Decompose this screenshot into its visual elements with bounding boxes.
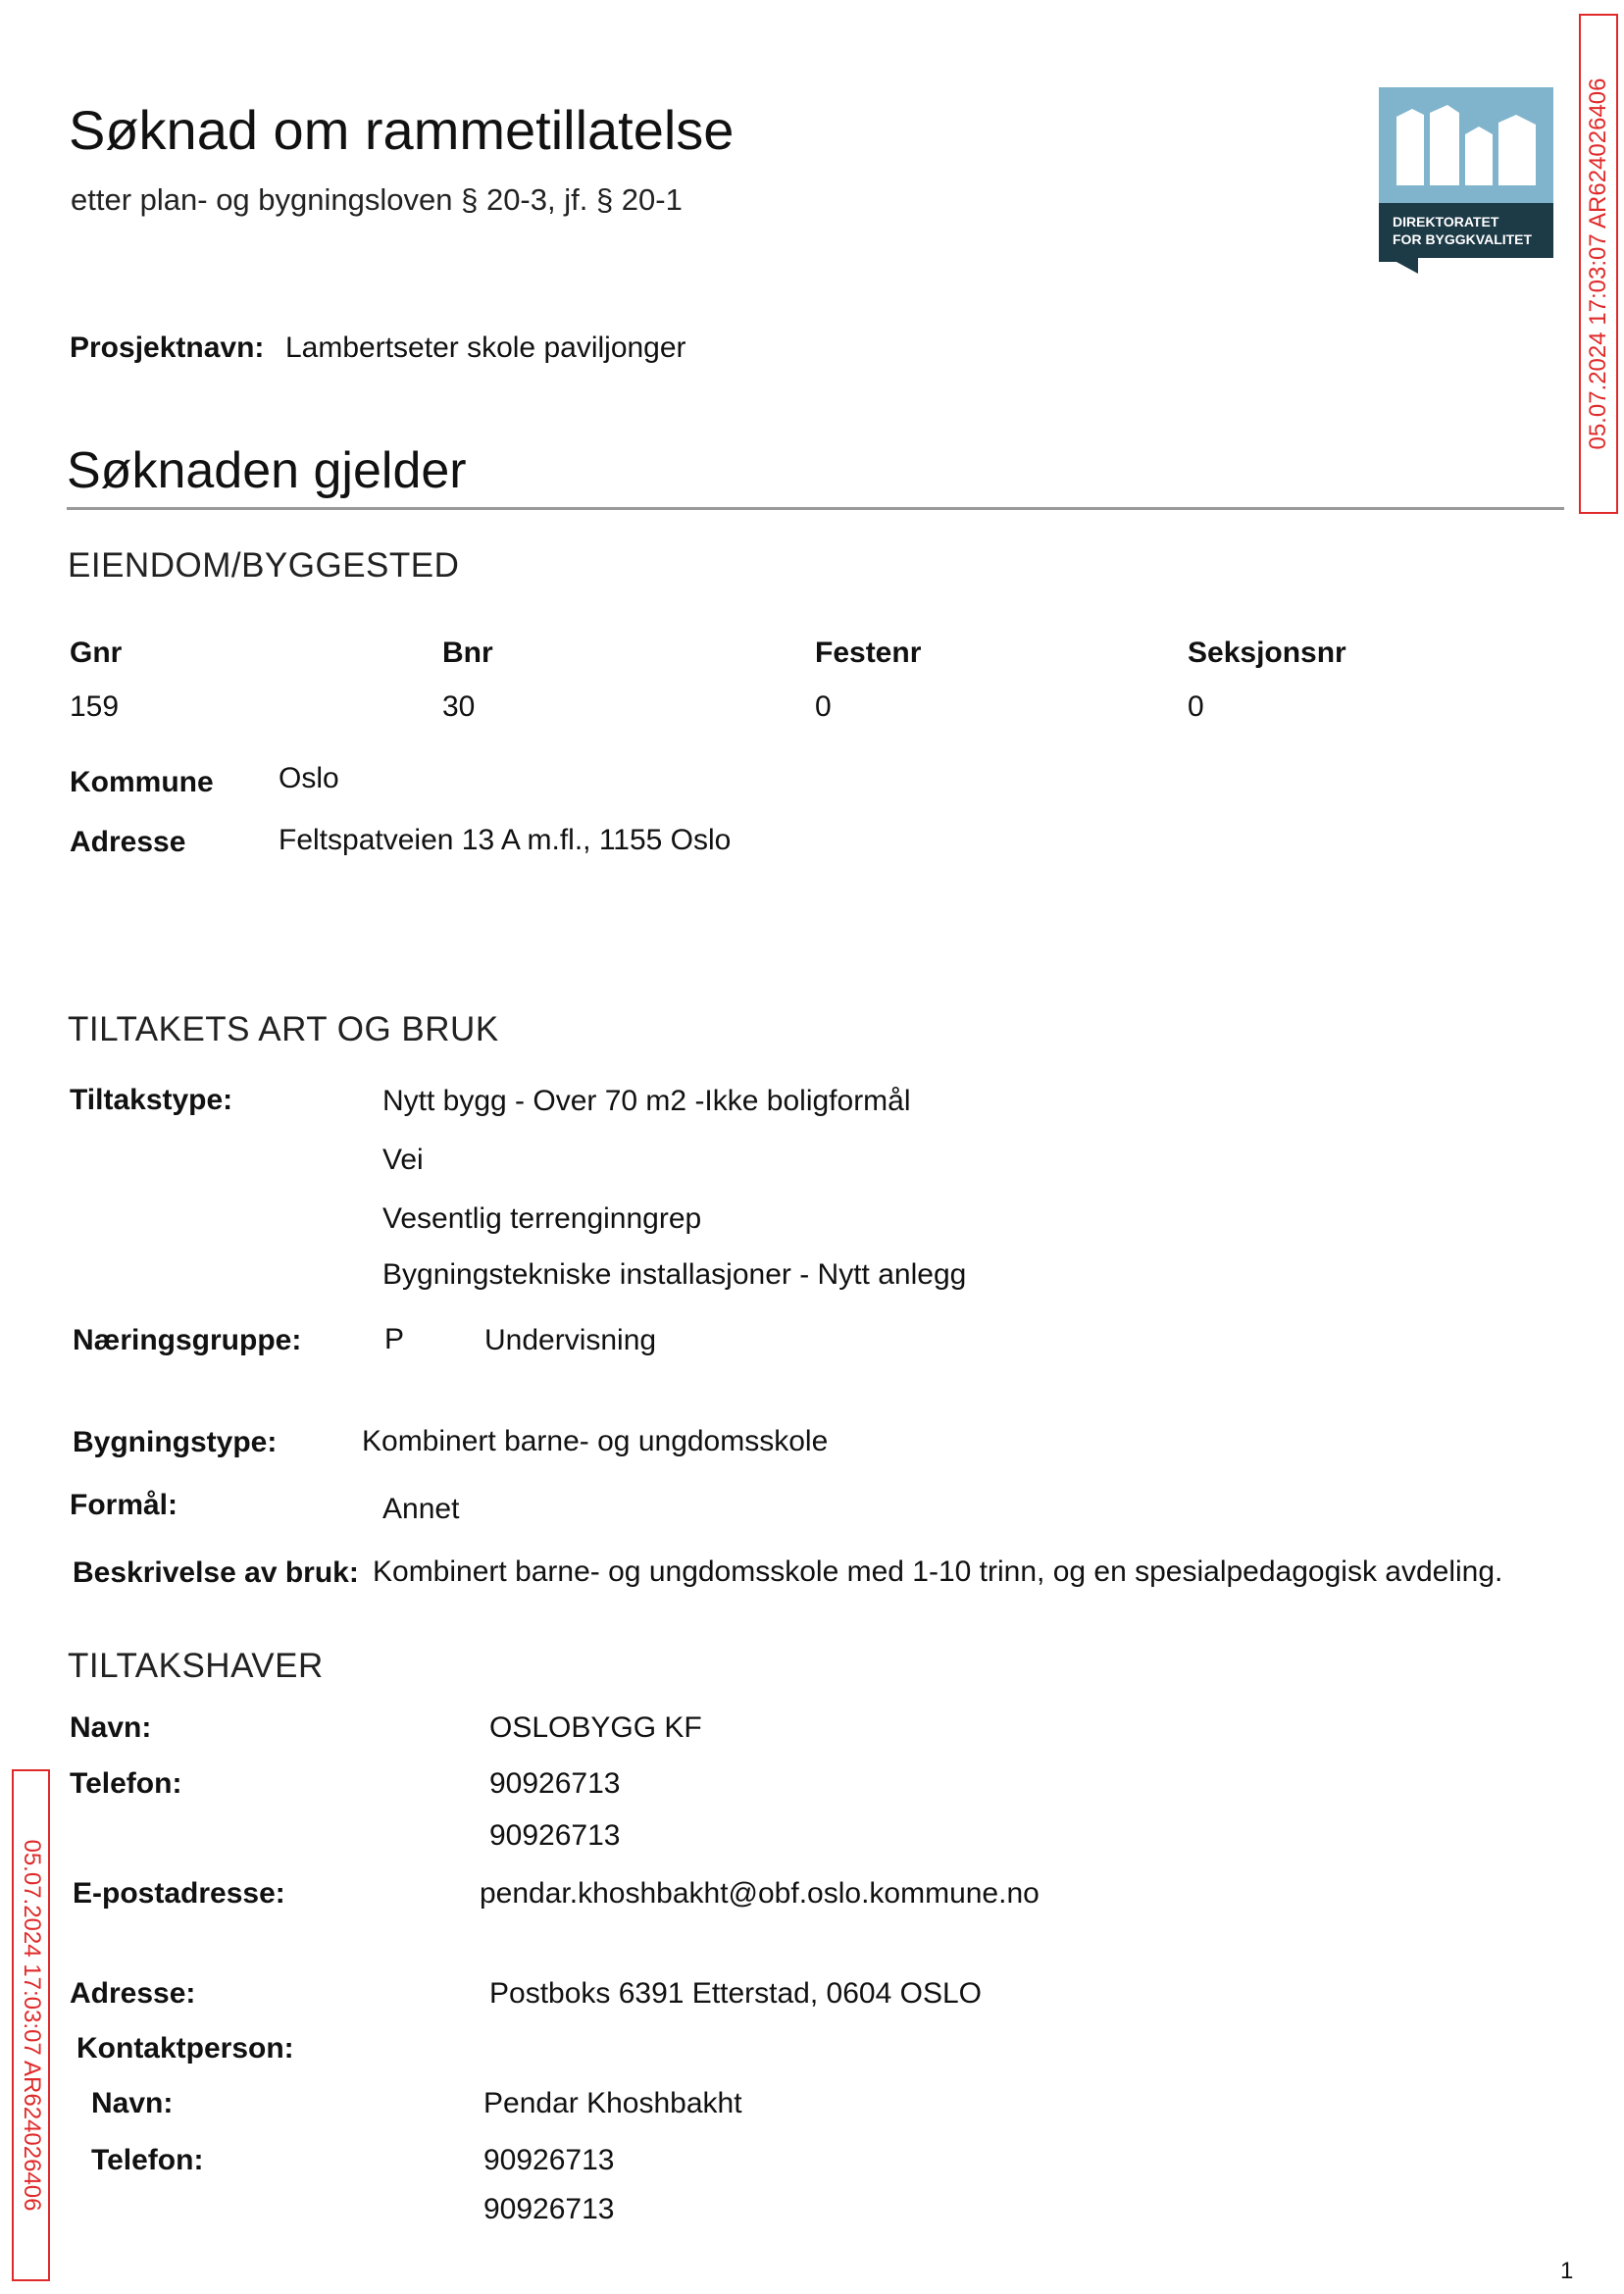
section-heading-tiltak: TILTAKETS ART OG BRUK: [68, 1010, 499, 1048]
beskrivelse-value: Kombinert barne- og ungdomsskole med 1-10 trinn, og en spesialpedagogisk avdeling.: [373, 1555, 1503, 1588]
stamp-text: 05.07.2024 17:03:07 AR624026406: [18, 1839, 45, 2212]
kommune-value: Oslo: [279, 762, 339, 794]
adresse-value: Feltspatveien 13 A m.fl., 1155 Oslo: [279, 824, 732, 856]
naeringsgruppe-value: Undervisning: [484, 1324, 657, 1356]
tiltakstype-item: Vesentlig terrenginngrep: [382, 1202, 702, 1235]
formal-label: Formål:: [70, 1489, 178, 1521]
logo-line-1: DIREKTORATET: [1393, 214, 1499, 229]
naeringsgruppe-label: Næringsgruppe:: [73, 1324, 302, 1356]
tiltakstype-item: Nytt bygg - Over 70 m2 -Ikke boligformål: [382, 1085, 911, 1117]
project-value: Lambertseter skole paviljonger: [285, 331, 686, 364]
tiltakshaver-telefon-value: 90926713: [489, 1767, 621, 1800]
tiltakshaver-adresse-label: Adresse:: [70, 1977, 196, 2010]
kontaktperson-label: Kontaktperson:: [76, 2032, 294, 2065]
receipt-stamp-top: [1579, 14, 1618, 514]
festenr-label: Festenr: [815, 637, 922, 669]
kontakt-navn-label: Navn:: [91, 2087, 174, 2119]
tiltakstype-item: Bygningstekniske installasjoner - Nytt anlegg: [382, 1258, 967, 1291]
festenr-value: 0: [815, 690, 832, 723]
seksjonsnr-label: Seksjonsnr: [1188, 637, 1346, 669]
section-heading-tiltakshaver: TILTAKSHAVER: [68, 1647, 324, 1685]
bygningstype-label: Bygningstype:: [73, 1426, 278, 1458]
building-logo-icon: [1379, 87, 1553, 274]
tiltakshaver-adresse-value: Postboks 6391 Etterstad, 0604 OSLO: [489, 1977, 982, 2010]
page-subtitle: etter plan- og bygningsloven § 20-3, jf. § 20-1: [71, 182, 683, 217]
section-heading-eiendom: EIENDOM/BYGGESTED: [68, 546, 460, 585]
receipt-stamp-left: [12, 1769, 50, 2281]
bnr-label: Bnr: [442, 637, 493, 669]
gnr-label: Gnr: [70, 637, 123, 669]
naeringsgruppe-code: P: [384, 1323, 405, 1355]
dibk-logo: [1379, 87, 1553, 274]
kontakt-telefon-value: 90926713: [483, 2193, 615, 2225]
kontakt-telefon-label: Telefon:: [91, 2144, 204, 2176]
beskrivelse-label: Beskrivelse av bruk:: [73, 1556, 359, 1589]
tiltakshaver-epost-value: pendar.khoshbakht@obf.oslo.kommune.no: [480, 1877, 1040, 1910]
seksjonsnr-value: 0: [1188, 690, 1204, 723]
adresse-label: Adresse: [70, 826, 186, 858]
kontakt-navn-value: Pendar Khoshbakht: [483, 2087, 742, 2119]
tiltakshaver-epost-label: E-postadresse:: [73, 1877, 285, 1910]
page-number: 1: [1560, 2258, 1574, 2284]
logo-line-2: FOR BYGGKVALITET: [1393, 231, 1533, 247]
page-title: Søknad om rammetillatelse: [69, 99, 735, 161]
bnr-value: 30: [442, 690, 476, 723]
stamp-text: 05.07.2024 17:03:07 AR624026406: [1585, 77, 1611, 450]
kommune-label: Kommune: [70, 766, 214, 798]
bygningstype-value: Kombinert barne- og ungdomsskole: [362, 1425, 829, 1457]
tiltakstype-item: Vei: [382, 1144, 424, 1176]
tiltakshaver-navn-label: Navn:: [70, 1711, 152, 1744]
main-heading: Søknaden gjelder: [67, 442, 467, 499]
formal-value: Annet: [382, 1493, 460, 1525]
project-label: Prosjektnavn:: [70, 331, 265, 364]
tiltakshaver-telefon-value: 90926713: [489, 1819, 621, 1852]
tiltakshaver-navn-value: OSLOBYGG KF: [489, 1711, 702, 1744]
gnr-value: 159: [70, 690, 120, 723]
heading-divider: [67, 507, 1564, 510]
kontakt-telefon-value: 90926713: [483, 2144, 615, 2176]
tiltakstype-label: Tiltakstype:: [70, 1084, 233, 1116]
tiltakshaver-telefon-label: Telefon:: [70, 1767, 182, 1800]
